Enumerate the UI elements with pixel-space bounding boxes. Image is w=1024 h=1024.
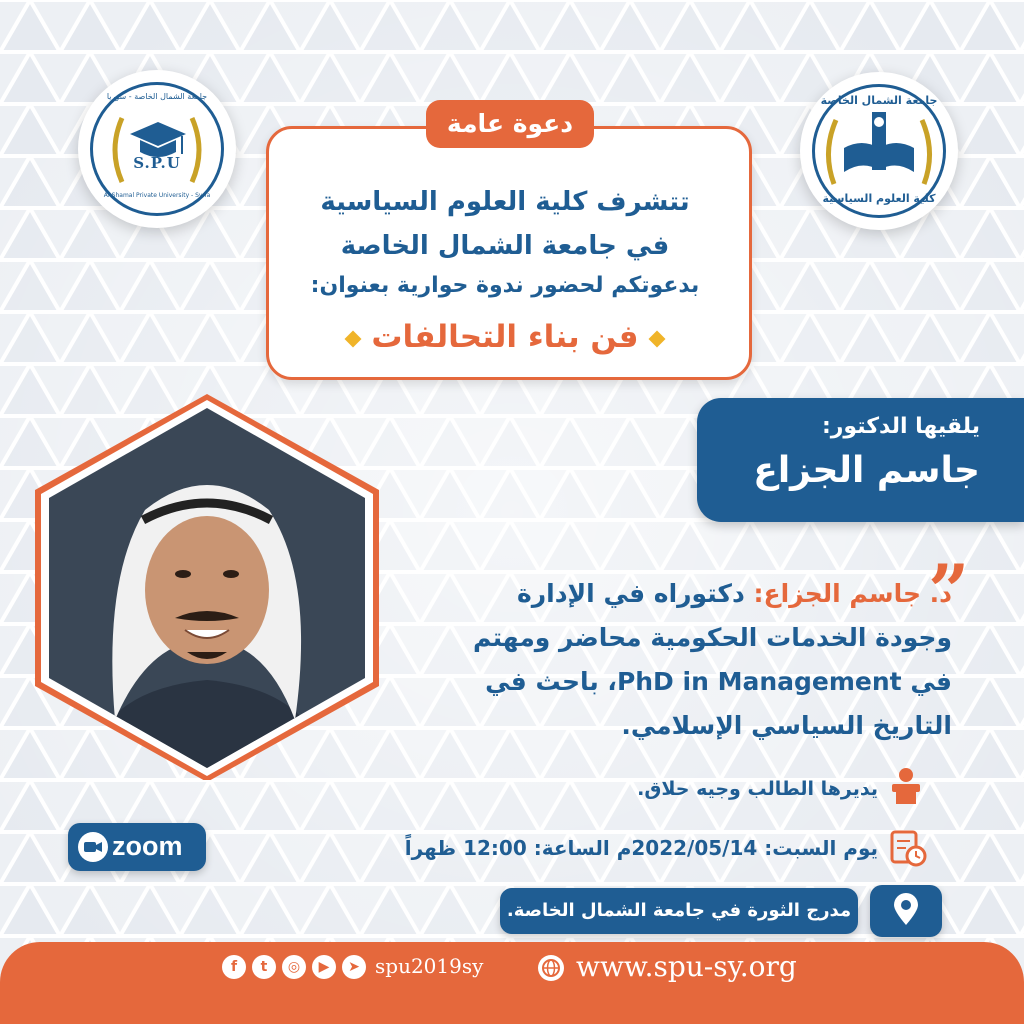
general-invitation-badge: دعوة عامة: [426, 100, 594, 148]
faculty-logo-right: [800, 72, 958, 230]
logo-abbreviation: S.P.U: [133, 154, 181, 172]
twitter-icon[interactable]: t: [252, 955, 276, 979]
bio-degree-en: PhD in Management: [616, 667, 902, 696]
instagram-icon[interactable]: ◎: [282, 955, 306, 979]
invitation-box: [266, 126, 752, 380]
bio-line-3-prefix: في: [910, 667, 952, 696]
bio-line-2: وجودة الخدمات الحكومية محاضر ومهتم: [473, 623, 952, 652]
diamond-icon: [648, 330, 665, 347]
bio-line-4: التاريخ السياسي الإسلامي.: [621, 711, 952, 740]
location-icon-box: [870, 885, 942, 937]
speaker-bio: [420, 572, 952, 748]
invitation-line-1: تتشرف كلية العلوم السياسية: [320, 187, 690, 217]
facebook-icon[interactable]: f: [222, 955, 246, 979]
zoom-badge: [68, 823, 206, 871]
logo-arc-text-ar: جامعة الشمال الخاصة - سوريا: [106, 92, 208, 101]
quote-icon: ”: [928, 548, 970, 633]
invitation-line-2: في جامعة الشمال الخاصة: [340, 231, 670, 261]
website-url[interactable]: www.spu-sy.org: [576, 950, 797, 983]
moderator-icon: [886, 766, 926, 806]
footer-bar: [0, 942, 1024, 1024]
invitation-line-3: بدعوتكم لحضور ندوة حوارية بعنوان:: [310, 273, 700, 298]
speaker-panel: [697, 398, 1024, 522]
datetime-text: يوم السبت: 2022/05/14م الساعة: 12:00 ظهراً: [404, 836, 878, 860]
speaker-photo: [25, 390, 390, 780]
moderator-text: يديرها الطالب وجيه حلاق.: [637, 778, 878, 800]
bio-line-3: [420, 660, 952, 704]
speaker-name: جاسم الجزاع: [753, 450, 980, 491]
seminar-title-row: [289, 319, 721, 355]
calendar-clock-icon: [888, 828, 928, 868]
youtube-icon[interactable]: ▶: [312, 955, 336, 979]
location-pill: مدرج الثورة في جامعة الشمال الخاصة.: [500, 888, 858, 934]
zoom-camera-icon: [78, 832, 108, 862]
globe-icon: [538, 955, 564, 981]
bio-line-1-text: دكتوراه في الإدارة: [517, 579, 745, 608]
university-logo-left: [78, 70, 236, 228]
logo-arc-text-top: جامعة الشمال الخاصة: [820, 94, 938, 107]
diamond-icon: [345, 330, 362, 347]
zoom-label: zoom: [112, 831, 183, 861]
logo-arc-text-en: Al-Shamal Private University - Syria: [103, 192, 211, 199]
telegram-icon[interactable]: ➤: [342, 955, 366, 979]
logo-arc-text-bottom: كلية العلوم السياسية: [822, 192, 936, 205]
speaker-intro: يلقيها الدكتور:: [821, 414, 980, 439]
social-handle[interactable]: spu2019sy: [375, 954, 484, 978]
map-pin-icon: [870, 885, 942, 937]
bio-speaker-name: د. جاسم الجزاع:: [753, 579, 952, 608]
bio-line-1: [420, 572, 952, 616]
seminar-title: فن بناء التحالفات: [371, 319, 639, 355]
bio-line-3-rest: ، باحث في: [485, 667, 617, 696]
